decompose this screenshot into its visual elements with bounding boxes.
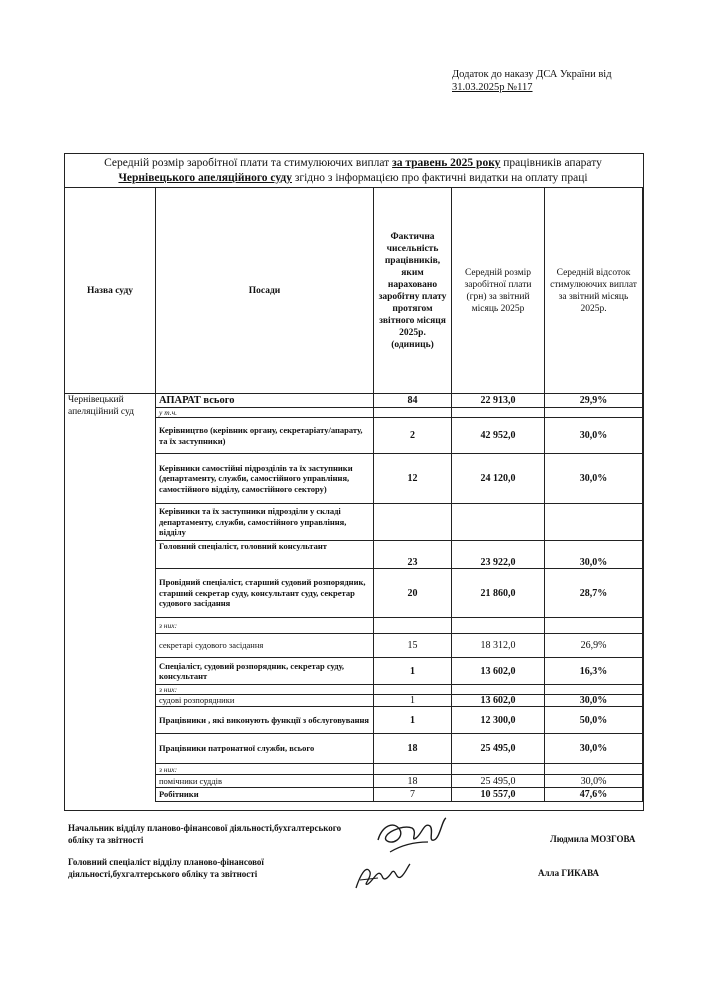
- report-heading: [64, 153, 642, 187]
- col-court: Назва суду: [65, 188, 156, 394]
- row-count: 20: [374, 569, 452, 618]
- row-salary: 42 952,0: [452, 418, 545, 454]
- row-position: Керівники та їх заступники підрозділи у складі департаменту, служби, самостійного управління, відділу: [156, 504, 374, 541]
- row-count: 18: [374, 734, 452, 764]
- signature-2-image: [352, 858, 414, 894]
- heading-text-2: працівників апарату: [500, 157, 602, 169]
- row-salary: 22 913,0: [452, 394, 545, 408]
- row-pct: 30,0%: [545, 454, 643, 504]
- row-count: [374, 618, 452, 634]
- row-position: секретарі судового засідання: [156, 634, 374, 658]
- row-position: АПАРАТ всього: [156, 394, 374, 408]
- row-pct: [545, 618, 643, 634]
- col-position: Посади: [156, 188, 374, 394]
- row-salary: [452, 685, 545, 695]
- row-count: 1: [374, 658, 452, 685]
- row-pct: 26,9%: [545, 634, 643, 658]
- row-position: Працівники патронатної служби, всього: [156, 734, 374, 764]
- row-pct: [545, 764, 643, 775]
- court-name-cell: Чернівецький апеляційний суд: [65, 394, 156, 802]
- annex-line-2: 31.03.2025р №117: [452, 82, 533, 93]
- row-pct: 30,0%: [545, 418, 643, 454]
- signatory-1-title: Начальник відділу планово-фінансової діяльності,бухгалтерського обліку та звітності: [68, 823, 342, 845]
- row-salary: 23 922,0: [452, 541, 545, 569]
- row-pct: 47,6%: [545, 788, 643, 802]
- heading-text-1: Середній розмір заробітної плати та стимулюючих виплат: [104, 157, 393, 169]
- row-pct: 50,0%: [545, 707, 643, 734]
- row-salary: 12 300,0: [452, 707, 545, 734]
- row-count: [374, 764, 452, 775]
- row-pct: 29,9%: [545, 394, 643, 408]
- heading-court: Чернівецького апеляційного суду: [118, 172, 292, 184]
- signatory-2-title: Головний спеціаліст відділу планово-фінансової діяльності,бухгалтерського обліку та звітності: [68, 857, 264, 879]
- row-position: з них:: [156, 764, 374, 775]
- heading-text-3: згідно з інформацією про фактичні видатки на оплату праці: [291, 172, 588, 184]
- row-pct: 28,7%: [545, 569, 643, 618]
- col-avg-salary: Середній розмір заробітної плати (грн) за звітний місяць 2025р: [452, 188, 545, 394]
- row-pct: 30,0%: [545, 775, 643, 788]
- row-count: 84: [374, 394, 452, 408]
- row-salary: 10 557,0: [452, 788, 545, 802]
- signatory-1-name: Людмила МОЗГОВА: [550, 834, 636, 844]
- row-salary: [452, 764, 545, 775]
- row-count: 1: [374, 695, 452, 707]
- row-count: [374, 504, 452, 541]
- signature-1-image: [372, 812, 452, 858]
- row-pct: 16,3%: [545, 658, 643, 685]
- table-header-row: [65, 188, 643, 394]
- heading-period: за травень 2025 року: [392, 157, 501, 169]
- row-count: 1: [374, 707, 452, 734]
- row-position: Провідний спеціаліст, старший судовий розпорядник, старший секретар суду, консультант суду, секретар судового засідання: [156, 569, 374, 618]
- row-salary: [452, 618, 545, 634]
- row-position: у т.ч.: [156, 408, 374, 418]
- table-row: [65, 394, 643, 408]
- col-headcount: Фактична чисельність працівників, яким нараховано заробітну плату протягом звітного місяця 2025р. (одиниць): [374, 188, 452, 394]
- row-salary: 25 495,0: [452, 734, 545, 764]
- row-salary: 24 120,0: [452, 454, 545, 504]
- row-position: Спеціаліст, судовий розпорядник, секретар суду, консультант: [156, 658, 374, 685]
- row-position: Працівники , які виконують функції з обслуговування: [156, 707, 374, 734]
- row-salary: [452, 408, 545, 418]
- annex-note: [452, 68, 652, 94]
- row-pct: [545, 685, 643, 695]
- row-position: Керівники самостійні підрозділів та їх заступники (департаменту, служби, самостійного управління, самостійного відділу, самостійного сектору): [156, 454, 374, 504]
- row-count: 15: [374, 634, 452, 658]
- row-position: судові розпорядники: [156, 695, 374, 707]
- row-salary: 13 602,0: [452, 658, 545, 685]
- col-bonus-pct: Середній відсоток стимулюючих виплат за звітний місяць 2025р.: [545, 188, 643, 394]
- row-pct: [545, 408, 643, 418]
- row-position: з них:: [156, 618, 374, 634]
- row-count: 2: [374, 418, 452, 454]
- row-salary: 25 495,0: [452, 775, 545, 788]
- row-position: Керівництво (керівник органу, секретаріату/апарату, та їх заступники): [156, 418, 374, 454]
- row-pct: 30,0%: [545, 541, 643, 569]
- row-pct: 30,0%: [545, 734, 643, 764]
- row-count: 12: [374, 454, 452, 504]
- row-pct: 30,0%: [545, 695, 643, 707]
- row-salary: 13 602,0: [452, 695, 545, 707]
- row-count: 23: [374, 541, 452, 569]
- row-salary: [452, 504, 545, 541]
- row-count: [374, 685, 452, 695]
- row-position: Робітники: [156, 788, 374, 802]
- row-position: Головний спеціаліст, головний консультант: [156, 541, 374, 569]
- salary-table: [64, 187, 643, 802]
- row-position: з них:: [156, 685, 374, 695]
- row-position: помічники суддів: [156, 775, 374, 788]
- annex-line-1: Додаток до наказу ДСА України від: [452, 69, 612, 80]
- signatory-2-name: Алла ГИКАВА: [538, 868, 600, 878]
- row-count: [374, 408, 452, 418]
- row-count: 7: [374, 788, 452, 802]
- row-count: 18: [374, 775, 452, 788]
- row-salary: 21 860,0: [452, 569, 545, 618]
- row-pct: [545, 504, 643, 541]
- row-salary: 18 312,0: [452, 634, 545, 658]
